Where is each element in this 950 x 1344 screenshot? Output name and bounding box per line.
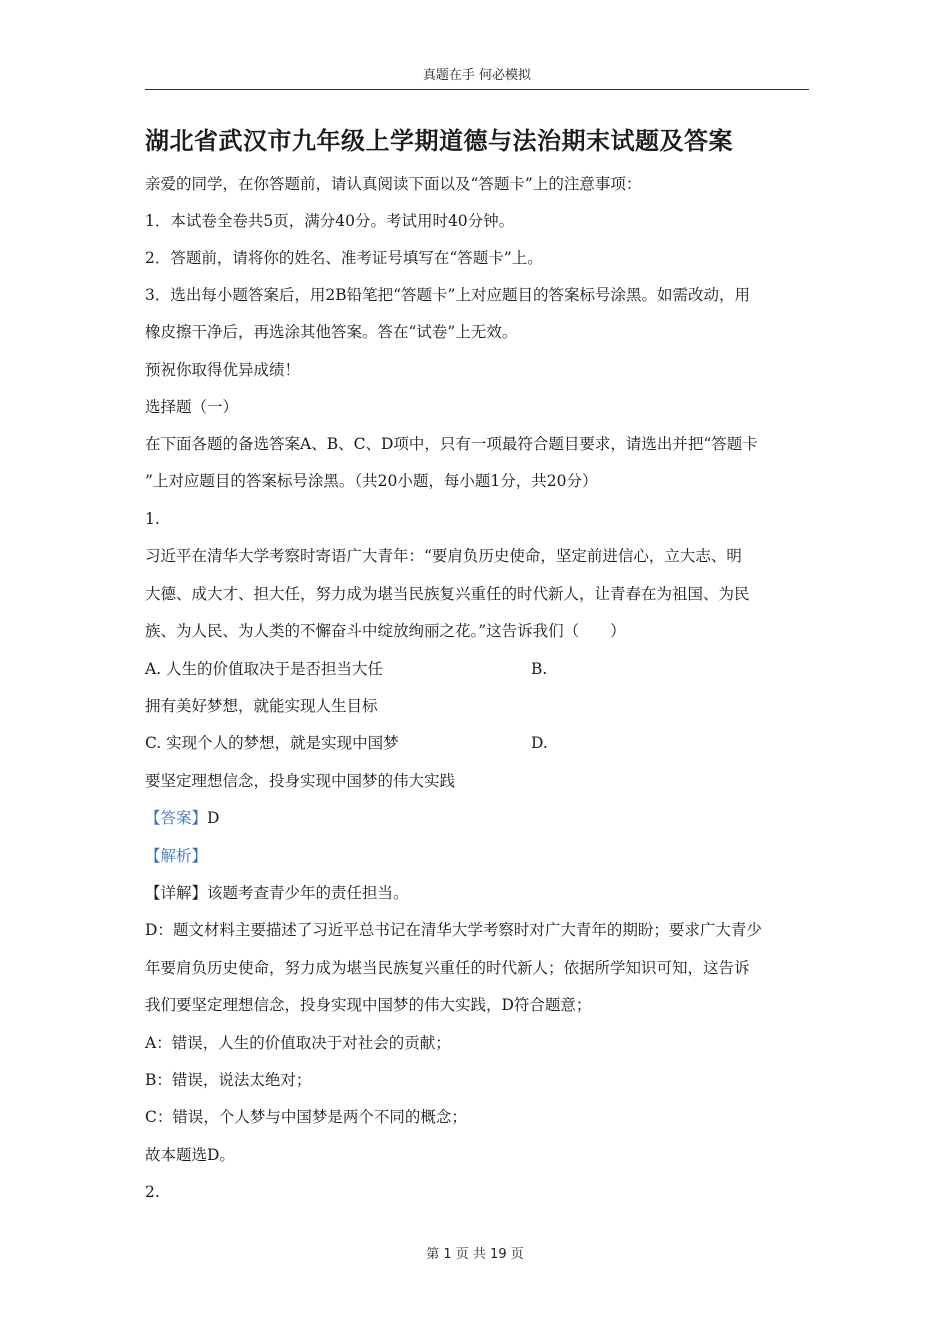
header-divider xyxy=(145,89,809,90)
explanation-d-line-1: D：题文材料主要描述了习近平总书记在清华大学考察时对广大青年的期盼；要求广大青少 xyxy=(145,921,762,939)
intro-note-2: 2．答题前，请将你的姓名、准考证号填写在“答题卡”上。 xyxy=(145,249,543,267)
conclusion: 故本题选D。 xyxy=(145,1146,235,1164)
answer-label: 【答案】 xyxy=(145,809,208,827)
explanation-d-line-2: 年要肩负历史使命，努力成为堪当民族复兴重任的时代新人；依据所学知识可知，这告诉 xyxy=(145,959,750,977)
page-header: 真题在手 何必模拟 xyxy=(422,68,532,83)
answer-value: D xyxy=(207,809,220,827)
option-a: A. 人生的价值取决于是否担当大任 xyxy=(145,660,384,678)
option-b-text: 拥有美好梦想，就能实现人生目标 xyxy=(145,697,378,715)
option-d-letter: D. xyxy=(531,734,548,752)
document-title: 湖北省武汉市九年级上学期道德与法治期末试题及答案 xyxy=(145,127,733,155)
intro-note-1: 1．本试卷全卷共5页，满分40分。考试用时40分钟。 xyxy=(145,212,515,230)
answer-line xyxy=(145,808,219,828)
option-d-text: 要坚定理想信念，投身实现中国梦的伟大实践 xyxy=(145,772,456,790)
question-1-number: 1. xyxy=(145,510,160,528)
analysis-label: 【解析】 xyxy=(145,847,208,865)
option-c: C. 实现个人的梦想，就是实现中国梦 xyxy=(145,734,399,752)
question-1-stem-line-2: 大德、成大才、担大任，努力成为堪当民族复兴重任的时代新人，让青春在为祖国、为民 xyxy=(145,585,750,603)
explanation-b: B：错误，说法太绝对； xyxy=(145,1071,312,1089)
detail-line: 【详解】该题考查青少年的责任担当。 xyxy=(145,884,409,902)
explanation-a: A：错误，人生的价值取决于对社会的贡献； xyxy=(145,1034,451,1052)
page-footer: 第 1 页 共 19 页 xyxy=(426,1247,524,1262)
explanation-d-line-3: 我们要坚定理想信念，投身实现中国梦的伟大实践，D符合题意； xyxy=(145,996,592,1014)
intro-wish: 预祝你取得优异成绩！ xyxy=(145,361,301,379)
intro-greeting: 亲爱的同学，在你答题前，请认真阅读下面以及“答题卡”上的注意事项： xyxy=(145,175,642,193)
option-b-letter: B. xyxy=(531,660,548,678)
explanation-c: C：错误，个人梦与中国梦是两个不同的概念； xyxy=(145,1108,467,1126)
question-2-number: 2. xyxy=(145,1183,160,1201)
intro-note-3-line-1: 3．选出每小题答案后，用2B铅笔把“答题卡”上对应题目的答案标号涂黑。如需改动，用 xyxy=(145,286,750,304)
question-1-stem-line-3: 族、为人民、为人类的不懈奋斗中绽放绚丽之花。”这告诉我们（ ） xyxy=(145,622,626,640)
section-title: 选择题（一） xyxy=(145,398,239,416)
section-instruction-line-2: ”上对应题目的答案标号涂黑。（共20小题，每小题1分，共20分） xyxy=(145,472,598,490)
intro-note-3-line-2: 橡皮擦干净后，再选涂其他答案。答在“试卷”上无效。 xyxy=(145,323,518,341)
section-instruction-line-1: 在下面各题的备选答案A、B、C、D项中，只有一项最符合题目要求，请选出并把“答题卡 xyxy=(145,435,758,453)
question-1-stem-line-1: 习近平在清华大学考察时寄语广大青年：“要肩负历史使命，坚定前进信心，立大志、明 xyxy=(145,547,742,565)
